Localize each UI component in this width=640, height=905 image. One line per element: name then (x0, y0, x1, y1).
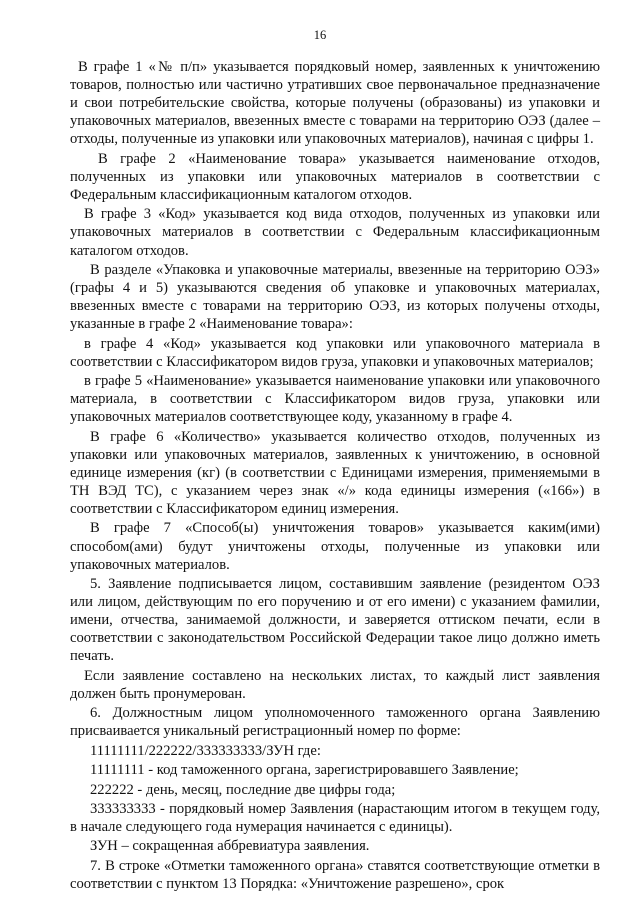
paragraph-column-1: В графе 1 «№ п/п» указывается порядковый номер, заявленных к уничтожению товаров, полностью или частично утративших свое первоначальное предназначение и свои потребительские свойства, которые получены (образованы) из упаковки и упаковочных материалов, ввезенных вместе с товарами на территорию ОЭЗ (далее – отходы, полученные из упаковки или упаковочных материалов), начиная с цифры 1. (70, 59, 600, 148)
paragraph-column-7: В графе 7 «Способ(ы) уничтожения товаров» указывается каким(ими) способом(ами) будут уничтожены отходы, полученные из упаковки или упаковочных материалов. (70, 520, 600, 573)
paragraph-item-5: 5. Заявление подписывается лицом, составившим заявление (резидентом ОЭЗ или лицом, действующим по его поручению и от его имени) с указанием фамилии, имени, отчества, занимаемой должности, и заверяется оттиском печати, если в соответствии с законодательством Российской Федерации такое лицо должно иметь печать. (70, 576, 600, 665)
paragraph-item-7: 7. В строке «Отметки таможенного органа» ставятся соответствующие отметки в соответствии с пунктом 13 Порядка: «Уничтожение разрешено», срок (70, 857, 600, 892)
paragraph-column-3: В графе 3 «Код» указывается код вида отходов, полученных из упаковки или упаковочных материалов в соответствии с Федеральным классификационным каталогом отходов. (70, 206, 600, 259)
registration-part-1: 11111111 - код таможенного органа, зарегистрировавшего Заявление; (90, 762, 519, 779)
page-number: 16 (313, 28, 327, 42)
paragraph-column-4: в графе 4 «Код» указывается код упаковки или упаковочного материала в соответствии с Классификатором видов груза, упаковки и упаковочных материалов; (70, 335, 600, 370)
registration-part-4: ЗУН – сокращенная аббревиатура заявления. (90, 838, 370, 855)
paragraph-item-6: 6. Должностным лицом уполномоченного таможенного органа Заявлению присваивается уникальный регистрационный номер по форме: (70, 705, 600, 740)
registration-part-2: 222222 - день, месяц, последние две цифры года; (90, 781, 396, 798)
paragraph-multiple-sheets: Если заявление составлено на нескольких листах, то каждый лист заявления должен быть пронумерован. (70, 667, 600, 702)
paragraph-packaging-section: В разделе «Упаковка и упаковочные материалы, ввезенные на территорию ОЭЗ» (графы 4 и 5) указываются сведения об упаковке и упаковочных материалах, ввезенных вместе с товарами на территорию ОЭЗ, из которых получены отходы, указанные в графе 2 «Наименование товара»: (70, 261, 600, 333)
paragraph-column-2: В графе 2 «Наименование товара» указывается наименование отходов, полученных из упаковки или упаковочных материалов в соответствии с Федеральным классификационным каталогом отходов. (70, 150, 600, 203)
registration-number-format: 11111111/222222/333333333/ЗУН где: (90, 742, 321, 759)
paragraph-column-6: В графе 6 «Количество» указывается количество отходов, полученных из упаковки или упаковочных материалов, заявленных к уничтожению, в основной единице измерения (кг) (в соответствии с Единицами измерения, применяемыми в ТН ВЭД ТС), с указанием через знак «/» кода единицы измерения («166») в соответствии с Классификатором единиц измерения. (70, 428, 600, 518)
registration-part-3: 333333333 - порядковый номер Заявления (нарастающим итогом в текущем году, в начале следующего года нумерация начинается с единицы). (70, 800, 600, 835)
paragraph-column-5: в графе 5 «Наименование» указывается наименование упаковки или упаковочного материала, в соответствии с Классификатором видов груза, упаковки или упаковочных материалов соответствующее коду, указанному в графе 4. (70, 373, 600, 426)
body-text (70, 58, 600, 894)
